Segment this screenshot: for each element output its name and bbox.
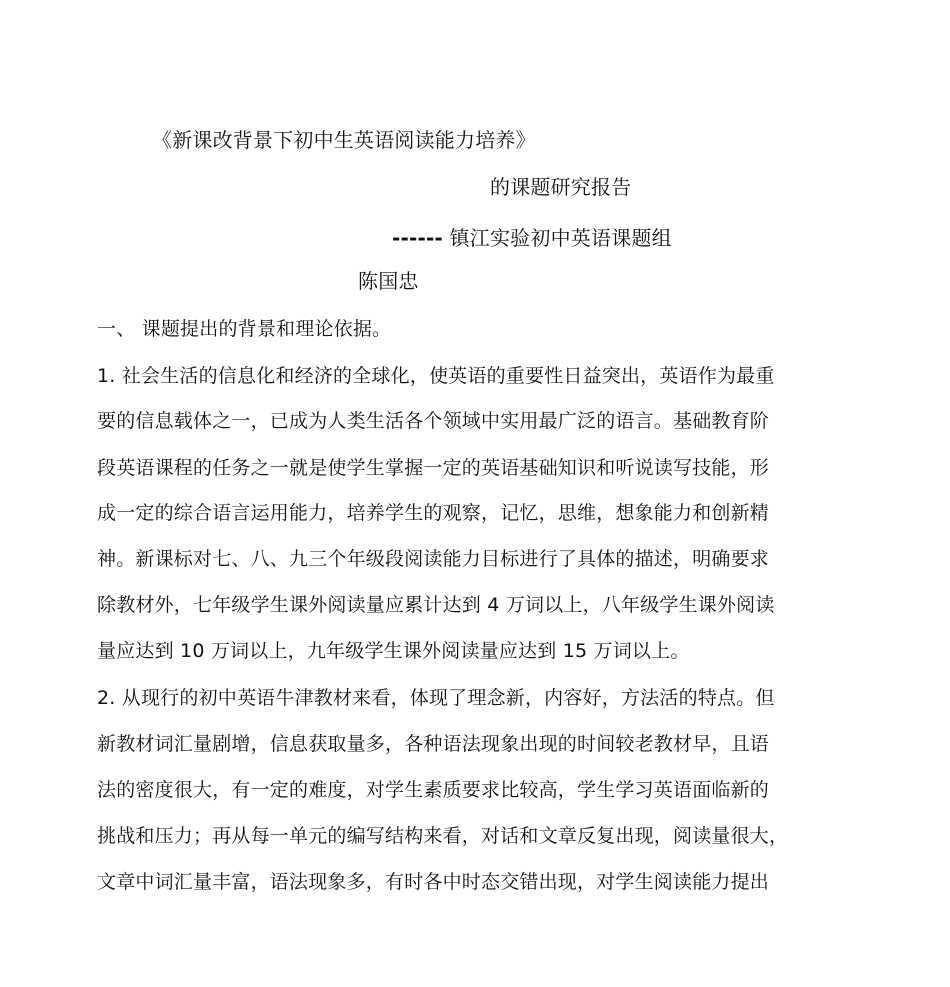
paragraph-line: 神。新课标对七、八、九三个年级段阅读能力目标进行了具体的描述，明确要求 <box>97 548 770 570</box>
paragraph-line: 段英语课程的任务之一就是使学生掌握一定的英语基础知识和听说读写技能，形 <box>97 457 770 479</box>
paragraph-line: 量应达到 10 万词以上，九年级学生课外阅读量应达到 15 万词以上。 <box>97 640 690 662</box>
paragraph-line: 文章中词汇量丰富，语法现象多，有时各中时态交错出现，对学生阅读能力提出 <box>97 871 770 893</box>
paragraph-line: 2. 从现行的初中英语牛津教材来看，体现了理念新，内容好，方法活的特点。但 <box>97 687 775 709</box>
group-dash: ------ <box>392 226 444 250</box>
paragraph-line: 挑战和压力；再从每一单元的编写结构来看，对话和文章反复出现，阅读量很大， <box>97 825 789 847</box>
paragraph-line: 要的信息载体之一，已成为人类生活各个领域中实用最广泛的语言。基础教育阶 <box>97 410 770 432</box>
section-heading-1: 一、 课题提出的背景和理论依据。 <box>97 318 392 340</box>
group-name: 镇江实验初中英语课题组 <box>443 226 672 250</box>
document-title: 《新课改背景下初中生英语阅读能力培养》 <box>152 128 536 152</box>
research-group <box>392 225 672 251</box>
paragraph-line: 法的密度很大，有一定的难度，对学生素质要求比较高，学生学习英语面临新的 <box>97 779 770 801</box>
paragraph-line: 新教材词汇量剧增，信息获取量多，各种语法现象出现的时间较老教材早，且语 <box>97 733 770 755</box>
document-subtitle: 的课题研究报告 <box>490 175 632 199</box>
paragraph-line: 除教材外，七年级学生课外阅读量应累计达到 4 万词以上，八年级学生课外阅读 <box>97 594 775 616</box>
paragraph-line: 1. 社会生活的信息化和经济的全球化，使英语的重要性日益突出，英语作为最重 <box>97 365 775 387</box>
paragraph-line: 成一定的综合语言运用能力，培养学生的观察，记忆，思维，想象能力和创新精 <box>97 502 770 524</box>
author-name: 陈国忠 <box>358 269 419 293</box>
